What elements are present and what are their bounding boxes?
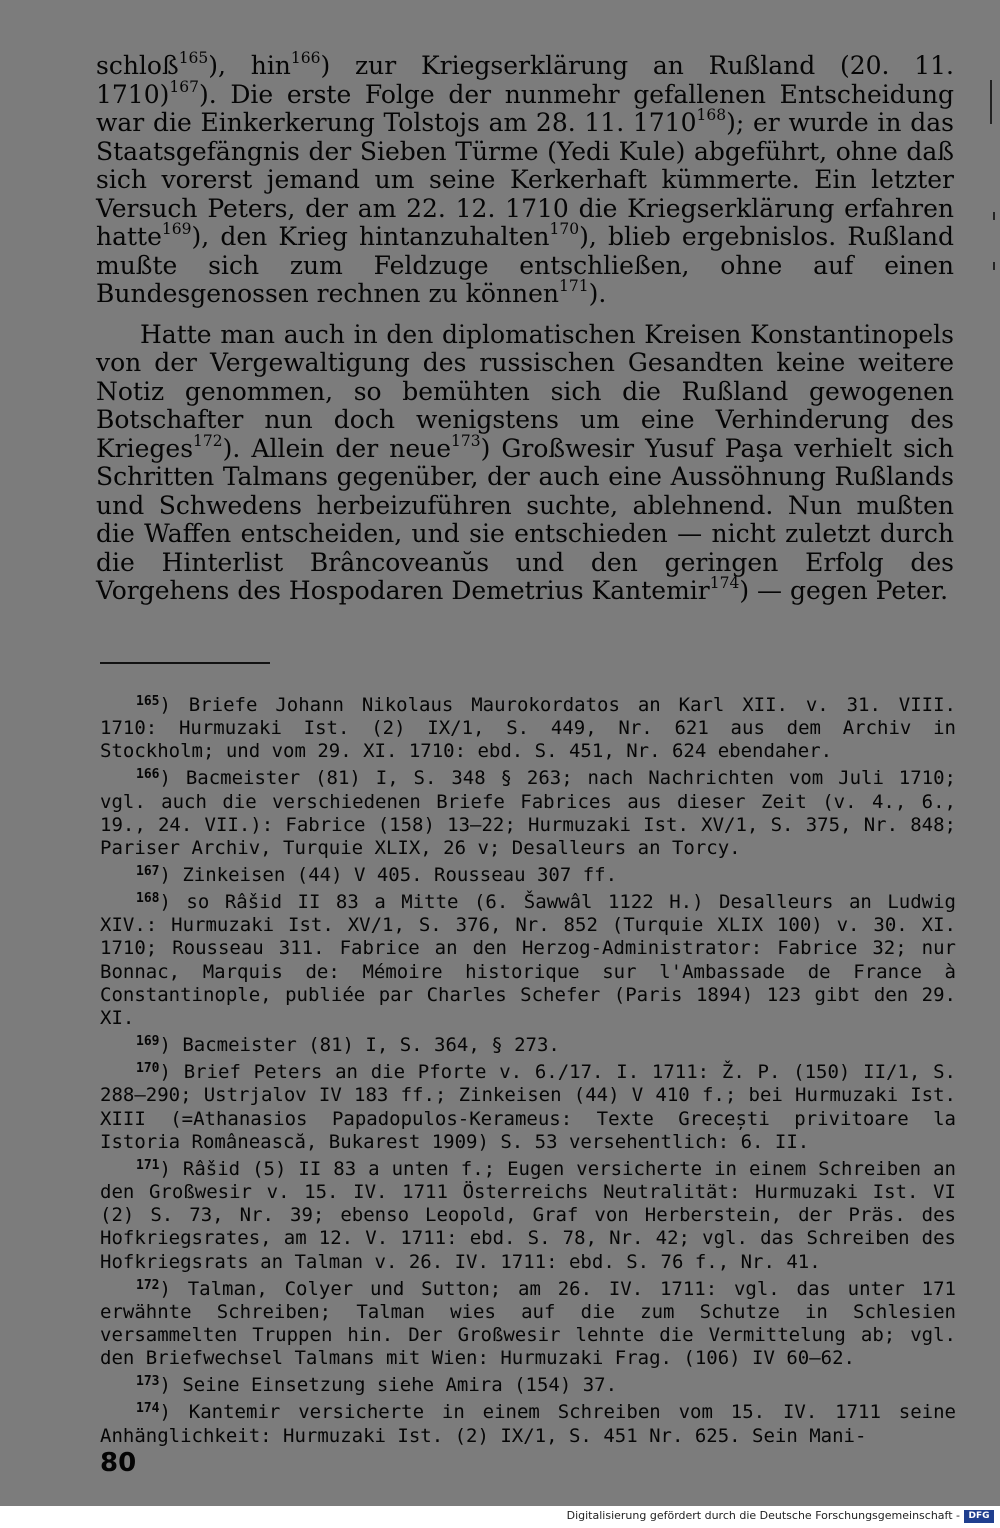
footnote-number: 171	[136, 1157, 160, 1173]
footnote	[100, 1057, 956, 1154]
text-run: ). Die erste Folge der nunmehr gefallenen Entscheidung war die Einkerkerung Tolstojs am 28. 11. 1710	[96, 79, 954, 137]
footer-credit: Digitalisierung gefördert durch die Deutsche Forschungsgemeinschaft -	[566, 1509, 960, 1522]
text-run: ) zur Kriegserklärung an Rußland (20. 11. 1710)	[96, 51, 954, 109]
text-run: ); er wurde in das Staatsgefängnis der Sieben Türme (Yedi Kule) abgeführt, ohne daß sich vorerst jemand um seine Kerkerhaft kümmerte. Ein letzter Versuch Peters, der am 22. 12. 1710 die Kriegserklärung erfahren hatte	[96, 108, 954, 251]
footnote-ref: 166	[290, 49, 321, 68]
footnote	[100, 1274, 956, 1371]
footnote	[100, 763, 956, 860]
page-content	[96, 49, 954, 606]
text-run: ), blieb ergebnislos. Rußland mußte sich zum Feldzuge entschließen, ohne auf einen Bundesgenossen rechnen zu können	[96, 222, 954, 308]
footnote-number: 167	[136, 864, 160, 880]
text-run: Hatte man auch in den diplomatischen Kreisen Konstantinopels von der Vergewaltigung des russischen Gesandten keine weitere Notiz genommen, so bemühten sich die Rußland gewogenen Botschafter nun doch wenigstens um eine Verhinderung des Krieges	[96, 319, 954, 463]
dfg-logo-icon: DFG	[964, 1510, 994, 1523]
footnote-number: 170	[136, 1061, 160, 1077]
footnote-number: 169	[136, 1034, 160, 1050]
footnote	[100, 1397, 956, 1447]
margin-mark	[990, 80, 992, 124]
footnote-number: 174	[136, 1401, 160, 1417]
text-run: ) Großwesir Yusuf Paşa verhielt sich Schritten Talmans gegenüber, der auch eine Aussöhnung Rußlands und Schwedens herbeizuführen suchte, ablehnend. Nun mußten die Waffen entscheiden, und sie entschieden — nicht zuletzt durch die Hinterlist Brâncoveanŭs und den geringen Erfolg des Vorgehens des Hospodaren Demetrius Kantemir	[96, 433, 954, 605]
text-run: ). Allein der neue	[222, 433, 452, 463]
footnote-text: ) Brief Peters an die Pforte v. 6./17. I. 1711: Ž. P. (150) II/1, S. 288—290; Ustrjalov IV 183 ff.; Zinkeisen (44) V 410 f.; bei Hurmuzaki Ist. XIII (=Athanasios Papadopulos-Kerameus: Texte Grecești privitoare la Istoria Românească, Bukarest 1909) S. 53 versehentlich: 6. II.	[100, 1061, 956, 1153]
body-paragraph-2	[96, 321, 954, 606]
margin-mark	[993, 212, 995, 220]
footnote-number: 173	[136, 1374, 160, 1390]
footnote	[100, 1030, 956, 1057]
footnote-text: ) Bacmeister (81) I, S. 364, § 273.	[159, 1034, 560, 1057]
text-run: ), hin	[208, 51, 291, 80]
footnote	[100, 690, 956, 763]
footnote	[100, 1154, 956, 1274]
footnote	[100, 1370, 956, 1397]
text-run: ).	[588, 279, 607, 308]
footnote-ref: 174	[709, 574, 740, 593]
footnote-ref: 172	[193, 431, 223, 450]
footnote-number: 168	[136, 891, 160, 907]
footnote	[100, 887, 956, 1030]
footnote-ref: 165	[178, 49, 209, 68]
footnote-text: ) Zinkeisen (44) V 405. Rousseau 307 ff.	[159, 863, 618, 886]
footnote-text: ) so Râšid II 83 a Mitte (6. Šawwâl 1122 H.) Desalleurs an Ludwig XIV.: Hurmuzaki Ist. XV/1, S. 376, Nr. 852 (Turquie XLIX 100) v. 30. XI. 1710; Rousseau 311. Fabrice an den Herzog-Administrator: Fabrice 32; nur Bonnac, Marquis de: Mémoire historique sur l'Ambassade de France à Constantinople, publiée par Charles Schefer (Paris 1894) 123 gibt den 29. XI.	[100, 891, 956, 1030]
text-run: schloß	[96, 51, 179, 80]
footnote-separator	[100, 662, 270, 664]
footnote-text: ) Seine Einsetzung siehe Amira (154) 37.	[159, 1374, 618, 1397]
footnote-ref: 173	[451, 431, 481, 450]
footnote-number: 165	[136, 694, 160, 709]
footnote-text: ) Râšid (5) II 83 a unten f.; Eugen versicherte in einem Schreiben an den Großwesir v. 15. IV. 1711 Österreichs Neutralität: Hurmuzaki Ist. VI (2) S. 73, Nr. 39; ebenso Leopold, Graf von Herberstein, der Präs. des Hofkriegsrates, am 12. V. 1711: ebd. S. 78, Nr. 42; vgl. das Schreiben des Hofkriegsrats an Talman v. 26. IV. 1711: ebd. S. 76 f., Nr. 41.	[100, 1157, 956, 1273]
footnote-text: ) Talman, Colyer und Sutton; am 26. IV. 1711: vgl. das unter 171 erwähnte Schreiben; Talman wies auf die zum Schutze in Schlesien versammelten Truppen hin. Der Großwesir lehnte die Vermittelung ab; vgl. den Briefwechsel Talmans mit Wien: Hurmuzaki Frag. (106) IV 60—62.	[100, 1277, 956, 1370]
margin-mark	[993, 262, 995, 270]
text-run: ) — gegen Peter.	[739, 576, 949, 605]
footnote	[100, 860, 956, 887]
text-run: ), den Krieg hintanzuhalten	[191, 222, 550, 251]
footnote-ref: 168	[696, 106, 727, 125]
footnote-text: ) Briefe Johann Nikolaus Maurokordatos an Karl XII. v. 31. VIII. 1710: Hurmuzaki Ist. (2) IX/1, S. 449, Nr. 621 aus dem Archiv in Stockholm; und vom 29. XI. 1710: ebd. S. 451, Nr. 624 ebendaher.	[100, 693, 956, 763]
footnotes	[100, 690, 956, 1448]
footnote-ref: 170	[549, 220, 580, 239]
footnote-ref: 171	[558, 277, 589, 296]
footnote-number: 166	[136, 767, 160, 783]
footnote-number: 172	[136, 1277, 160, 1293]
footnote-text: ) Bacmeister (81) I, S. 348 § 263; nach Nachrichten vom Juli 1710; vgl. auch die verschiedenen Briefe Fabrices aus dieser Zeit (v. 4., 6., 19., 24. VII.): Fabrice (158) 13—22; Hurmuzaki Ist. XV/1, S. 375, Nr. 848; Pariser Archiv, Turquie XLIX, 26 v; Desalleurs an Torcy.	[100, 767, 956, 859]
footnote-text: ) Kantemir versicherte in einem Schreiben vom 15. IV. 1711 seine Anhänglichkeit: Hurmuzaki Ist. (2) IX/1, S. 451 Nr. 625. Sein Mani-	[100, 1401, 956, 1447]
body-paragraph-1	[96, 49, 954, 309]
footnote-ref: 169	[161, 220, 192, 239]
page-number: 80	[100, 1448, 137, 1478]
footnote-ref: 167	[169, 77, 199, 96]
